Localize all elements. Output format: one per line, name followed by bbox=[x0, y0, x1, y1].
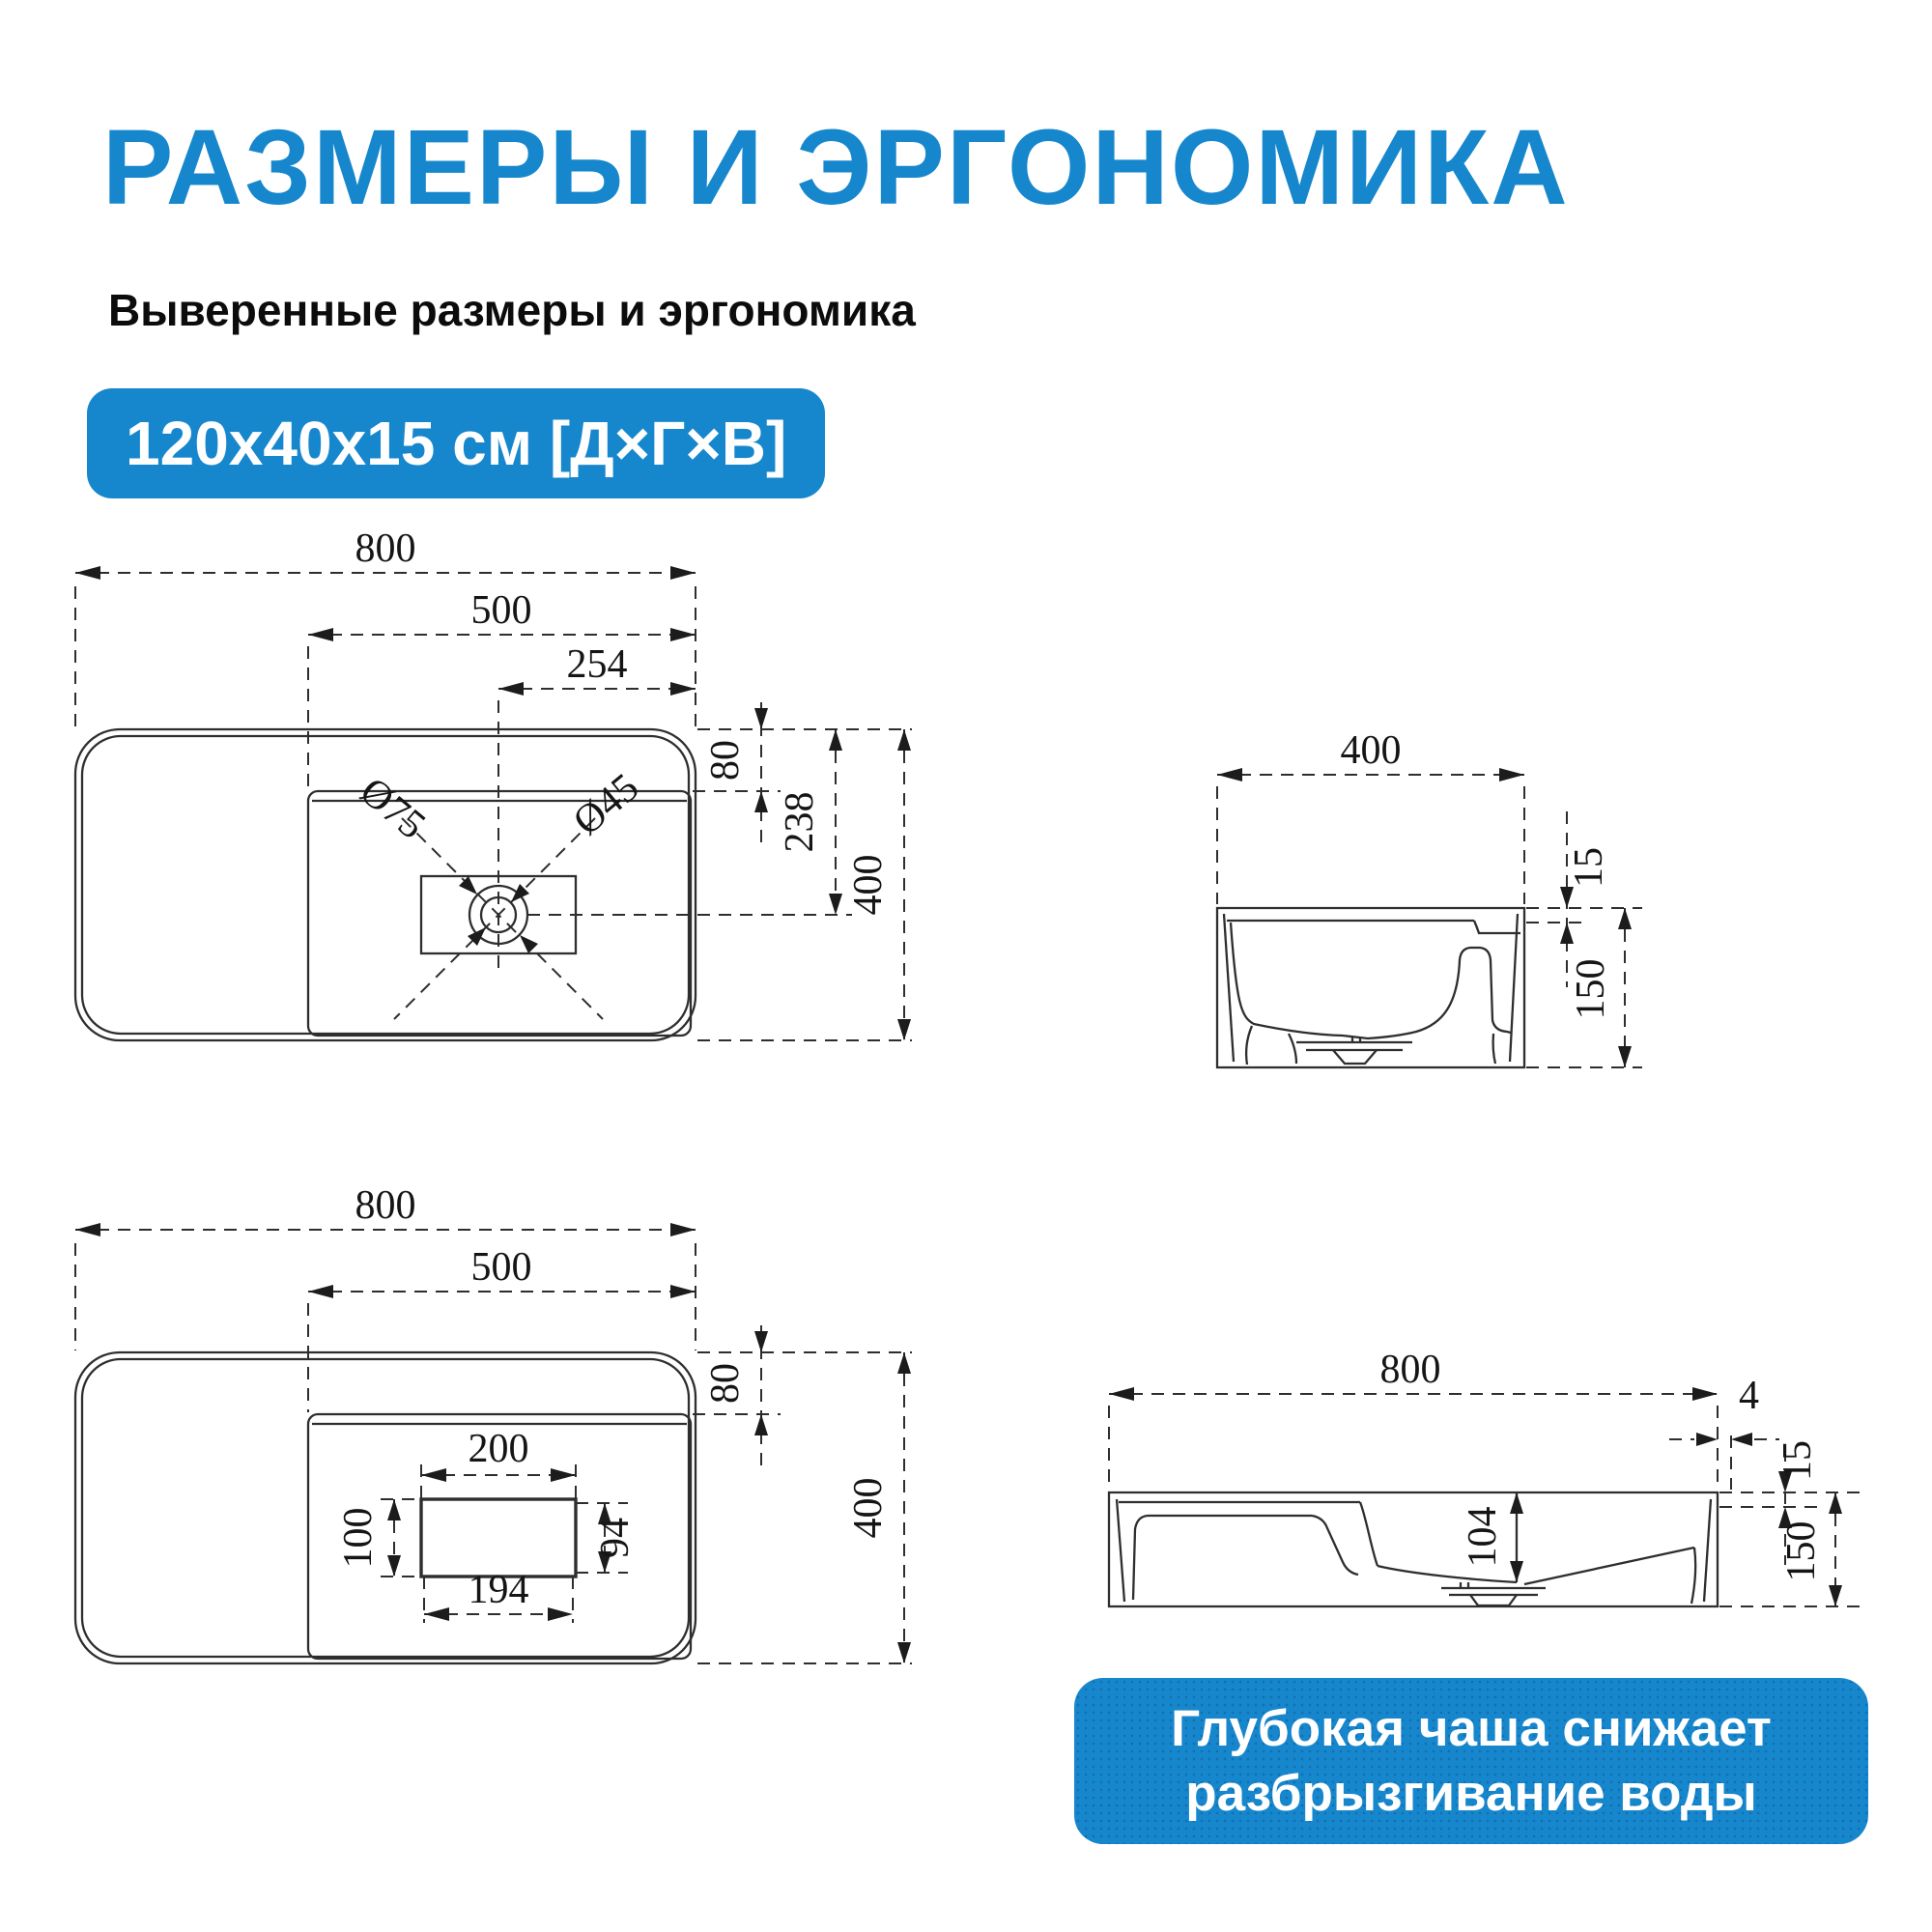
dim-label: 800 bbox=[355, 1183, 416, 1228]
bottom-view-dim-500 bbox=[308, 1245, 696, 1412]
front-view-section bbox=[1109, 1492, 1718, 1606]
bottom-view-right-dims bbox=[693, 1325, 912, 1663]
bottom-view-dim-100 bbox=[336, 1499, 401, 1577]
dim-label: 100 bbox=[336, 1507, 381, 1569]
bottom-view-sink-outline bbox=[75, 1352, 696, 1663]
feature-note bbox=[1074, 1678, 1868, 1844]
front-view-drawing bbox=[1063, 1343, 1913, 1671]
dim-label: 4 bbox=[1739, 1374, 1759, 1418]
bottom-view-dim-94 bbox=[593, 1503, 638, 1573]
dim-label: 800 bbox=[355, 526, 416, 571]
dim-label: 238 bbox=[778, 791, 822, 853]
bottom-view-dim-200 bbox=[421, 1427, 576, 1482]
top-view-drawing bbox=[58, 526, 927, 1063]
bottom-view-dim-800 bbox=[75, 1183, 696, 1350]
dim-label: 194 bbox=[468, 1568, 529, 1612]
dim-label: 800 bbox=[1379, 1348, 1441, 1392]
end-view-dim-400 bbox=[1217, 728, 1524, 904]
top-view-dim-800 bbox=[75, 526, 696, 727]
dim-label: 150 bbox=[1779, 1520, 1824, 1582]
dim-label: 15 bbox=[1776, 1440, 1820, 1481]
dim-label: 400 bbox=[846, 1477, 891, 1539]
dim-label: 500 bbox=[470, 1245, 532, 1290]
end-view-dim-150 bbox=[1526, 908, 1642, 1067]
end-view-drawing bbox=[1188, 715, 1903, 1101]
page-subtitle: Выверенные размеры и эргономика bbox=[108, 285, 916, 335]
front-view-dim-104 bbox=[1461, 1492, 1523, 1582]
dim-label: 80 bbox=[703, 1363, 748, 1404]
front-view-dim-800 bbox=[1109, 1348, 1731, 1490]
feature-note-line2: разбрызгивание воды bbox=[1185, 1765, 1757, 1822]
front-view-dim-4 bbox=[1669, 1374, 1779, 1446]
dim-label: 15 bbox=[1567, 847, 1611, 888]
front-view-dim-150 bbox=[1719, 1492, 1862, 1606]
end-view-section bbox=[1217, 908, 1524, 1067]
size-badge: 120x40x15 см [Д×Г×В] bbox=[87, 388, 825, 498]
dim-label: 94 bbox=[593, 1518, 638, 1558]
dim-label: 400 bbox=[846, 854, 891, 916]
dim-label: 500 bbox=[470, 588, 532, 633]
feature-note-line1: Глубокая чаша снижает bbox=[1171, 1700, 1772, 1757]
page-title: РАЗМЕРЫ И ЭРГОНОМИКА bbox=[102, 108, 1570, 227]
hole-diameter-outer-label: Ø75 bbox=[351, 769, 434, 848]
bottom-view-drawing bbox=[58, 1183, 927, 1734]
dim-label: 150 bbox=[1569, 958, 1613, 1020]
top-view-right-dims bbox=[527, 702, 912, 1040]
dim-label: 80 bbox=[703, 740, 748, 781]
dim-label: 254 bbox=[566, 642, 628, 687]
dim-label: 400 bbox=[1340, 728, 1402, 773]
dim-label: 200 bbox=[468, 1427, 529, 1471]
dim-label: 104 bbox=[1461, 1506, 1505, 1568]
hole-diameter-inner-label: Ø45 bbox=[565, 765, 648, 844]
